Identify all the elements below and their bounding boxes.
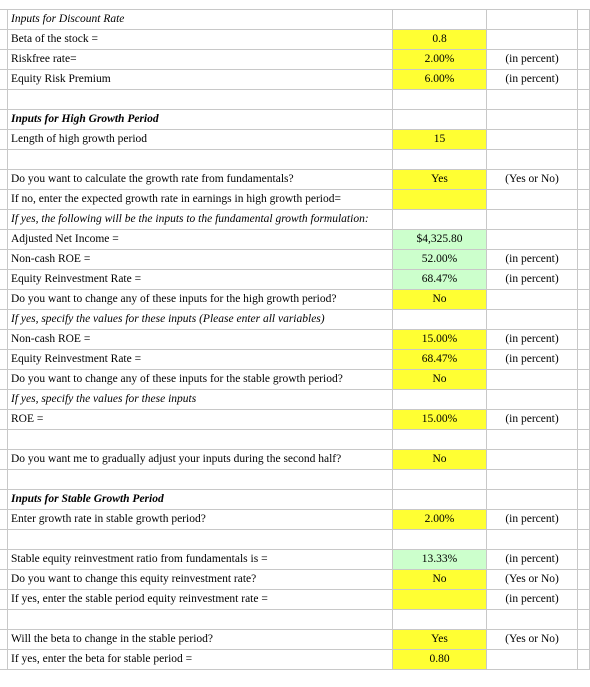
label-cell[interactable]: Inputs for High Growth Period bbox=[8, 110, 393, 130]
sheet-row bbox=[0, 50, 590, 70]
input-value-cell[interactable]: No bbox=[393, 570, 487, 590]
input-value-cell[interactable]: 68.47% bbox=[393, 350, 487, 370]
margin-cell[interactable] bbox=[0, 290, 8, 310]
label-cell[interactable]: Equity Reinvestment Rate = bbox=[8, 270, 393, 290]
unit-note-cell[interactable]: (Yes or No) bbox=[487, 630, 578, 650]
edge-cell[interactable] bbox=[578, 270, 590, 290]
unit-note-cell[interactable]: (in percent) bbox=[487, 550, 578, 570]
label-cell[interactable] bbox=[8, 150, 393, 170]
sheet-row bbox=[0, 630, 590, 650]
label-cell[interactable]: Non-cash ROE = bbox=[8, 250, 393, 270]
input-value-cell[interactable] bbox=[393, 470, 487, 490]
margin-cell[interactable] bbox=[0, 610, 8, 630]
label-cell[interactable]: Equity Risk Premium bbox=[8, 70, 393, 90]
input-value-cell[interactable] bbox=[393, 150, 487, 170]
unit-note-cell[interactable] bbox=[487, 210, 578, 230]
input-value-cell[interactable] bbox=[393, 530, 487, 550]
unit-note-cell[interactable] bbox=[487, 290, 578, 310]
label-cell[interactable]: Do you want to change this equity reinvestment rate? bbox=[8, 570, 393, 590]
margin-cell[interactable] bbox=[0, 270, 8, 290]
input-value-cell[interactable]: No bbox=[393, 290, 487, 310]
edge-cell[interactable] bbox=[578, 190, 590, 210]
input-value-cell[interactable]: 52.00% bbox=[393, 250, 487, 270]
unit-note-cell[interactable] bbox=[487, 150, 578, 170]
margin-cell[interactable] bbox=[0, 350, 8, 370]
label-cell[interactable]: If yes, specify the values for these inputs bbox=[8, 390, 393, 410]
sheet-row bbox=[0, 550, 590, 570]
edge-cell[interactable] bbox=[578, 650, 590, 670]
unit-note-cell[interactable]: (in percent) bbox=[487, 270, 578, 290]
input-value-cell[interactable]: 15.00% bbox=[393, 410, 487, 430]
sheet-row bbox=[0, 270, 590, 290]
margin-cell[interactable] bbox=[0, 470, 8, 490]
unit-note-cell[interactable] bbox=[487, 10, 578, 30]
edge-cell[interactable] bbox=[578, 110, 590, 130]
edge-cell[interactable] bbox=[578, 510, 590, 530]
edge-cell[interactable] bbox=[578, 570, 590, 590]
unit-note-cell[interactable] bbox=[487, 190, 578, 210]
label-cell[interactable]: ROE = bbox=[8, 410, 393, 430]
sheet-row bbox=[0, 390, 590, 410]
unit-note-cell[interactable] bbox=[487, 110, 578, 130]
input-value-cell[interactable]: 0.80 bbox=[393, 650, 487, 670]
sheet-row bbox=[0, 310, 590, 330]
margin-cell[interactable] bbox=[0, 430, 8, 450]
sheet-row bbox=[0, 210, 590, 230]
margin-cell[interactable] bbox=[0, 490, 8, 510]
input-value-cell[interactable] bbox=[393, 190, 487, 210]
margin-cell[interactable] bbox=[0, 30, 8, 50]
input-value-cell[interactable]: Yes bbox=[393, 630, 487, 650]
margin-cell[interactable] bbox=[0, 550, 8, 570]
margin-cell[interactable] bbox=[0, 570, 8, 590]
margin-cell[interactable] bbox=[0, 110, 8, 130]
sheet-row bbox=[0, 370, 590, 390]
margin-cell[interactable] bbox=[0, 150, 8, 170]
sheet-row bbox=[0, 230, 590, 250]
input-value-cell[interactable]: 68.47% bbox=[393, 270, 487, 290]
edge-cell[interactable] bbox=[578, 350, 590, 370]
margin-cell[interactable] bbox=[0, 390, 8, 410]
label-cell[interactable]: If yes, enter the stable period equity reinvestment rate = bbox=[8, 590, 393, 610]
sheet-row bbox=[0, 490, 590, 510]
label-cell[interactable] bbox=[8, 430, 393, 450]
input-value-cell[interactable]: 13.33% bbox=[393, 550, 487, 570]
label-cell[interactable]: Inputs for Stable Growth Period bbox=[8, 490, 393, 510]
label-cell[interactable] bbox=[8, 470, 393, 490]
sheet-row bbox=[0, 430, 590, 450]
input-value-cell[interactable] bbox=[393, 10, 487, 30]
unit-note-cell[interactable] bbox=[487, 130, 578, 150]
edge-cell[interactable] bbox=[578, 390, 590, 410]
sheet-row bbox=[0, 650, 590, 670]
margin-cell[interactable] bbox=[0, 530, 8, 550]
margin-cell[interactable] bbox=[0, 410, 8, 430]
unit-note-cell[interactable] bbox=[487, 230, 578, 250]
input-value-cell[interactable]: Yes bbox=[393, 170, 487, 190]
sheet-row bbox=[0, 510, 590, 530]
input-value-cell[interactable]: $4,325.80 bbox=[393, 230, 487, 250]
edge-cell[interactable] bbox=[578, 410, 590, 430]
sheet-row bbox=[0, 350, 590, 370]
label-cell[interactable]: Non-cash ROE = bbox=[8, 330, 393, 350]
label-cell[interactable]: If yes, enter the beta for stable period = bbox=[8, 650, 393, 670]
margin-cell[interactable] bbox=[0, 590, 8, 610]
unit-note-cell[interactable]: (in percent) bbox=[487, 590, 578, 610]
margin-cell[interactable] bbox=[0, 210, 8, 230]
edge-cell[interactable] bbox=[578, 250, 590, 270]
unit-note-cell[interactable]: (Yes or No) bbox=[487, 170, 578, 190]
unit-note-cell[interactable]: (Yes or No) bbox=[487, 570, 578, 590]
label-cell[interactable]: Beta of the stock = bbox=[8, 30, 393, 50]
input-value-cell[interactable] bbox=[393, 610, 487, 630]
edge-cell[interactable] bbox=[578, 450, 590, 470]
unit-note-cell[interactable] bbox=[487, 430, 578, 450]
edge-cell[interactable] bbox=[578, 330, 590, 350]
unit-note-cell[interactable] bbox=[487, 310, 578, 330]
edge-cell[interactable] bbox=[578, 550, 590, 570]
edge-cell[interactable] bbox=[578, 590, 590, 610]
sheet-row bbox=[0, 110, 590, 130]
edge-cell[interactable] bbox=[578, 170, 590, 190]
edge-cell[interactable] bbox=[578, 430, 590, 450]
margin-cell[interactable] bbox=[0, 130, 8, 150]
unit-note-cell[interactable] bbox=[487, 650, 578, 670]
label-cell[interactable]: If no, enter the expected growth rate in earnings in high growth period= bbox=[8, 190, 393, 210]
unit-note-cell[interactable] bbox=[487, 90, 578, 110]
edge-cell[interactable] bbox=[578, 370, 590, 390]
input-value-cell[interactable] bbox=[393, 90, 487, 110]
input-value-cell[interactable] bbox=[393, 430, 487, 450]
input-value-cell[interactable]: 6.00% bbox=[393, 70, 487, 90]
margin-cell[interactable] bbox=[0, 250, 8, 270]
input-value-cell[interactable]: 2.00% bbox=[393, 50, 487, 70]
edge-cell[interactable] bbox=[578, 230, 590, 250]
margin-cell[interactable] bbox=[0, 510, 8, 530]
label-cell[interactable]: Will the beta to change in the stable period? bbox=[8, 630, 393, 650]
edge-cell[interactable] bbox=[578, 290, 590, 310]
edge-cell[interactable] bbox=[578, 10, 590, 30]
label-cell[interactable]: If yes, the following will be the inputs to the fundamental growth formulation: bbox=[8, 210, 393, 230]
margin-cell[interactable] bbox=[0, 330, 8, 350]
sheet-row bbox=[0, 90, 590, 110]
margin-cell[interactable] bbox=[0, 90, 8, 110]
input-value-cell[interactable]: No bbox=[393, 370, 487, 390]
input-value-cell[interactable] bbox=[393, 490, 487, 510]
unit-note-cell[interactable]: (in percent) bbox=[487, 330, 578, 350]
sheet-row bbox=[0, 70, 590, 90]
label-cell[interactable]: Adjusted Net Income = bbox=[8, 230, 393, 250]
margin-cell[interactable] bbox=[0, 190, 8, 210]
edge-cell[interactable] bbox=[578, 530, 590, 550]
label-cell[interactable] bbox=[8, 530, 393, 550]
input-value-cell[interactable] bbox=[393, 210, 487, 230]
unit-note-cell[interactable] bbox=[487, 470, 578, 490]
edge-cell[interactable] bbox=[578, 130, 590, 150]
label-cell[interactable]: Do you want to change any of these inputs for the high growth period? bbox=[8, 290, 393, 310]
input-value-cell[interactable]: 15 bbox=[393, 130, 487, 150]
sheet-row bbox=[0, 610, 590, 630]
margin-cell[interactable] bbox=[0, 370, 8, 390]
margin-cell[interactable] bbox=[0, 450, 8, 470]
unit-note-cell[interactable]: (in percent) bbox=[487, 50, 578, 70]
sheet-row bbox=[0, 170, 590, 190]
unit-note-cell[interactable] bbox=[487, 390, 578, 410]
unit-note-cell[interactable] bbox=[487, 490, 578, 510]
input-value-cell[interactable] bbox=[393, 590, 487, 610]
sheet-row bbox=[0, 470, 590, 490]
sheet-row bbox=[0, 290, 590, 310]
edge-cell[interactable] bbox=[578, 610, 590, 630]
margin-cell[interactable] bbox=[0, 50, 8, 70]
input-value-cell[interactable]: No bbox=[393, 450, 487, 470]
input-value-cell[interactable] bbox=[393, 390, 487, 410]
label-cell[interactable]: Length of high growth period bbox=[8, 130, 393, 150]
unit-note-cell[interactable] bbox=[487, 370, 578, 390]
label-cell[interactable]: Inputs for Discount Rate bbox=[8, 10, 393, 30]
sheet-row bbox=[0, 570, 590, 590]
edge-cell[interactable] bbox=[578, 150, 590, 170]
label-cell[interactable]: Riskfree rate= bbox=[8, 50, 393, 70]
sheet-row bbox=[0, 150, 590, 170]
label-cell[interactable]: Stable equity reinvestment ratio from fundamentals is = bbox=[8, 550, 393, 570]
unit-note-cell[interactable] bbox=[487, 610, 578, 630]
edge-cell[interactable] bbox=[578, 310, 590, 330]
edge-cell[interactable] bbox=[578, 470, 590, 490]
label-cell[interactable]: Enter growth rate in stable growth period? bbox=[8, 510, 393, 530]
unit-note-cell[interactable]: (in percent) bbox=[487, 70, 578, 90]
margin-cell[interactable] bbox=[0, 230, 8, 250]
margin-cell[interactable] bbox=[0, 10, 8, 30]
unit-note-cell[interactable]: (in percent) bbox=[487, 350, 578, 370]
sheet-row bbox=[0, 10, 590, 30]
sheet-row bbox=[0, 530, 590, 550]
label-cell[interactable] bbox=[8, 610, 393, 630]
sheet-row bbox=[0, 30, 590, 50]
edge-cell[interactable] bbox=[578, 490, 590, 510]
margin-cell[interactable] bbox=[0, 630, 8, 650]
input-value-cell[interactable] bbox=[393, 110, 487, 130]
edge-cell[interactable] bbox=[578, 50, 590, 70]
sheet-row bbox=[0, 190, 590, 210]
unit-note-cell[interactable]: (in percent) bbox=[487, 510, 578, 530]
unit-note-cell[interactable]: (in percent) bbox=[487, 250, 578, 270]
label-cell[interactable] bbox=[8, 90, 393, 110]
sheet-row bbox=[0, 590, 590, 610]
sheet-row bbox=[0, 130, 590, 150]
label-cell[interactable]: Do you want to change any of these inputs for the stable growth period? bbox=[8, 370, 393, 390]
input-value-cell[interactable]: 15.00% bbox=[393, 330, 487, 350]
margin-cell[interactable] bbox=[0, 650, 8, 670]
label-cell[interactable]: If yes, specify the values for these inputs (Please enter all variables) bbox=[8, 310, 393, 330]
input-value-cell[interactable]: 0.8 bbox=[393, 30, 487, 50]
edge-cell[interactable] bbox=[578, 210, 590, 230]
margin-cell[interactable] bbox=[0, 170, 8, 190]
edge-cell[interactable] bbox=[578, 30, 590, 50]
input-value-cell[interactable] bbox=[393, 310, 487, 330]
label-cell[interactable]: Do you want me to gradually adjust your inputs during the second half? bbox=[8, 450, 393, 470]
unit-note-cell[interactable] bbox=[487, 30, 578, 50]
input-value-cell[interactable]: 2.00% bbox=[393, 510, 487, 530]
unit-note-cell[interactable] bbox=[487, 450, 578, 470]
unit-note-cell[interactable] bbox=[487, 530, 578, 550]
sheet-row bbox=[0, 250, 590, 270]
sheet-row bbox=[0, 330, 590, 350]
edge-cell[interactable] bbox=[578, 90, 590, 110]
sheet-row bbox=[0, 410, 590, 430]
margin-cell[interactable] bbox=[0, 310, 8, 330]
margin-cell[interactable] bbox=[0, 70, 8, 90]
edge-cell[interactable] bbox=[578, 630, 590, 650]
edge-cell[interactable] bbox=[578, 70, 590, 90]
label-cell[interactable]: Do you want to calculate the growth rate from fundamentals? bbox=[8, 170, 393, 190]
sheet-row bbox=[0, 450, 590, 470]
label-cell[interactable]: Equity Reinvestment Rate = bbox=[8, 350, 393, 370]
unit-note-cell[interactable]: (in percent) bbox=[487, 410, 578, 430]
